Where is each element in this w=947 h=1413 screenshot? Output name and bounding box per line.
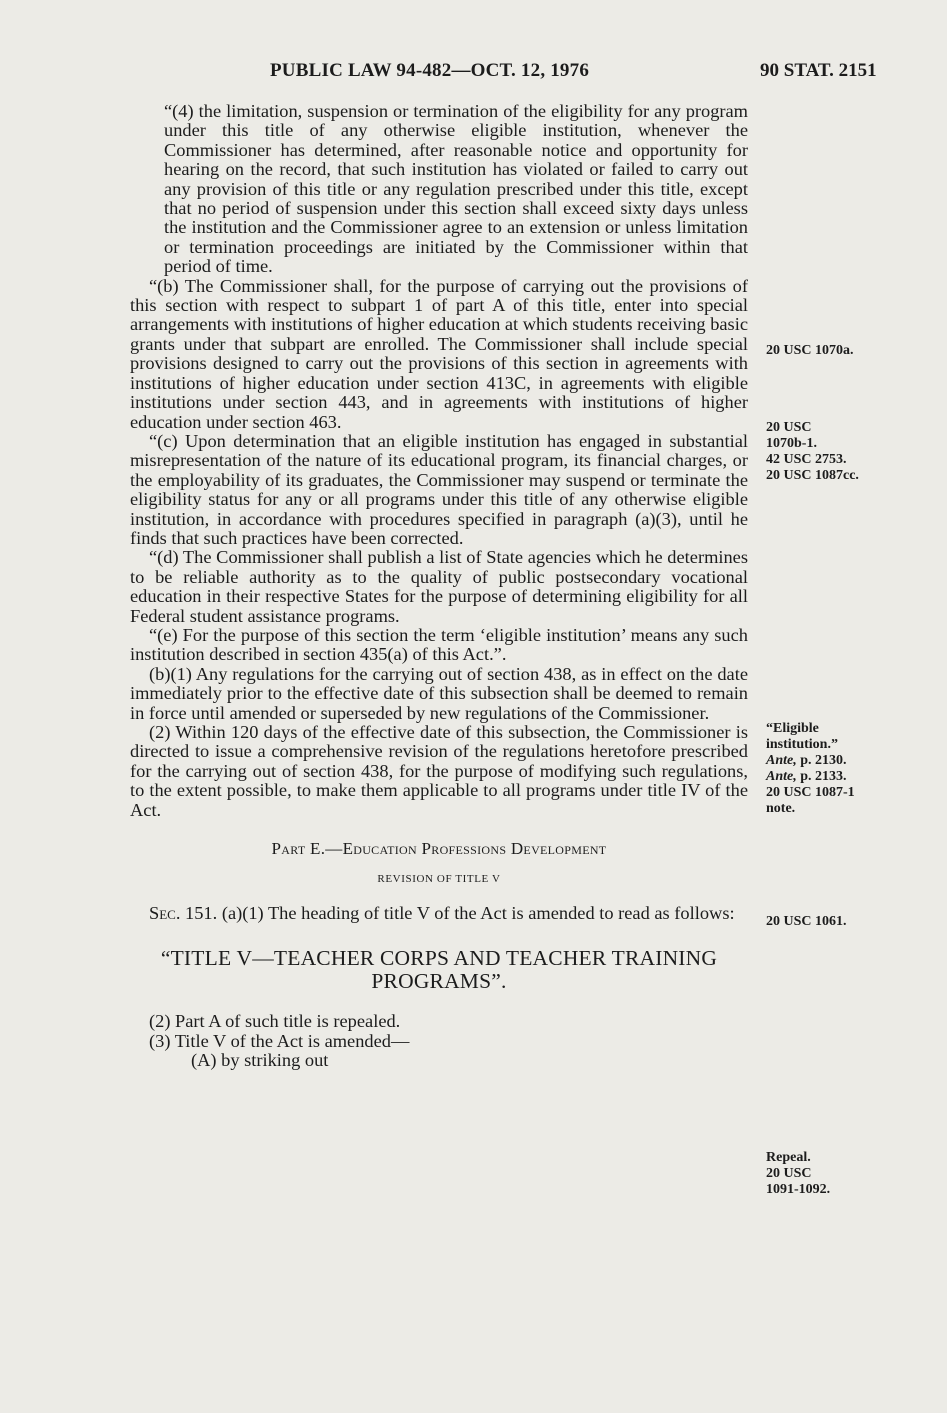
- sub-heading: REVISION OF TITLE V: [377, 873, 501, 886]
- margin-note-text: 20 USC: [766, 420, 812, 435]
- paragraph-e: “(e) For the purpose of this section the term ‘eligible institution’ means any such institution described in section 435(a) of this Act.”.: [130, 624, 748, 665]
- margin-note-group-5: [766, 1150, 830, 1198]
- margin-note-text: 20 USC: [766, 1166, 812, 1181]
- margin-note-1070a: [766, 343, 854, 359]
- margin-note-italic: Ante,: [766, 753, 797, 768]
- margin-note-text: 20 USC 1087cc.: [766, 468, 859, 483]
- margin-note-text: note.: [766, 801, 796, 816]
- statute-page-number: 90 STAT. 2151: [760, 60, 877, 81]
- margin-note-text: 1070b-1.: [766, 436, 817, 451]
- running-title: PUBLIC LAW 94-482—OCT. 12, 1976: [270, 60, 590, 81]
- margin-note-text: 1091-1092.: [766, 1182, 831, 1197]
- paragraph-a4: “(4) the limitation, suspension or termination of the eligibility for any program under this title of any otherwise eligible institution, whenever the Commissioner has determined, after reasonable notice and opportunity for hearing on the record, that such institution has violated or failed to carry out any provision of this title or any regulation prescribed under this title, except that no period of suspension under this section shall exceed sixty days unless the institution and the Commissioner agree to an extension or unless limitation or termination proceedings are initiated by the Commissioner within that period of time.: [164, 101, 748, 277]
- section-label: Sec. 151.: [149, 902, 218, 923]
- paragraph-d: “(d) The Commissioner shall publish a list of State agencies which he determines to be reliable authority as to the quality of public postsecondary vocational education in their respective States for the purpose of determining eligibility for all Federal student assistance programs.: [130, 547, 748, 626]
- page-header: [0, 60, 947, 84]
- margin-note-text: 42 USC 2753.: [766, 452, 847, 467]
- section-text: (a)(1) The heading of title V of the Act is amended to read as follows:: [221, 902, 735, 923]
- title-v-heading: “TITLE V—TEACHER CORPS AND TEACHER TRAINING PROGRAMS”.: [160, 946, 718, 994]
- margin-note-line: [766, 753, 855, 769]
- part-heading: Part E.—Education Professions Development: [271, 839, 607, 859]
- list-item-A: (A) by striking out: [191, 1050, 329, 1071]
- margin-note-text: Repeal.: [766, 1150, 811, 1165]
- margin-note-italic: Ante,: [766, 769, 797, 784]
- list-item-3: (3) Title V of the Act is amended—: [149, 1030, 410, 1051]
- margin-note-text: institution.”: [766, 737, 838, 752]
- margin-note-text: 20 USC 1061.: [766, 914, 847, 929]
- amendment-list: [130, 1012, 748, 1070]
- margin-note-group-2: [766, 420, 859, 484]
- margin-note-group-3: [766, 721, 855, 817]
- margin-note-text: 20 USC 1070a.: [766, 343, 854, 358]
- section-151: [130, 904, 748, 923]
- paragraph-b2: (2) Within 120 days of the effective date of this subsection, the Commissioner is directed to issue a comprehensive revision of the regulations heretofore prescribed for the carrying out of section 438, for the purpose of modifying such regulations, to the extent possible, to make them applicable to all programs under title IV of the Act.: [130, 722, 748, 820]
- margin-note-text: p. 2133.: [800, 769, 847, 784]
- paragraph-c: “(c) Upon determination that an eligible institution has engaged in substantial misrepresentation of the nature of its educational program, its financial charges, or the employability of its graduates, the Commissioner may suspend or terminate the eligibility status for any or all programs under this title of any otherwise eligible institution, in accordance with procedures specified in paragraph (a)(3), until he finds that such practices have been corrected.: [130, 430, 748, 548]
- list-item-2: (2) Part A of such title is repealed.: [149, 1011, 401, 1032]
- paragraph-b1: (b)(1) Any regulations for the carrying out of section 438, as in effect on the date immediately prior to the effective date of this subsection shall be deemed to remain in force until amended or superseded by new regulations of the Commissioner.: [130, 663, 748, 723]
- margin-note-line: [766, 769, 855, 785]
- margin-note-text: p. 2130.: [800, 753, 847, 768]
- margin-note-1061: [766, 914, 847, 930]
- margin-note-text: 20 USC 1087-1: [766, 785, 855, 800]
- body-text: [130, 102, 748, 1070]
- margin-note-text: “Eligible: [766, 721, 819, 736]
- paragraph-b: “(b) The Commissioner shall, for the purpose of carrying out the provisions of this section with respect to subpart 1 of part A of this title, enter into special arrangements with institutions of higher education at which students receiving basic grants under that subpart are enrolled. The Commissioner shall include special provisions designed to carry out the provisions of this section in agreements with institutions of higher education under section 413C, in agreements with eligible institutions under section 443, and in agreements with institutions of higher education under section 463.: [130, 275, 748, 432]
